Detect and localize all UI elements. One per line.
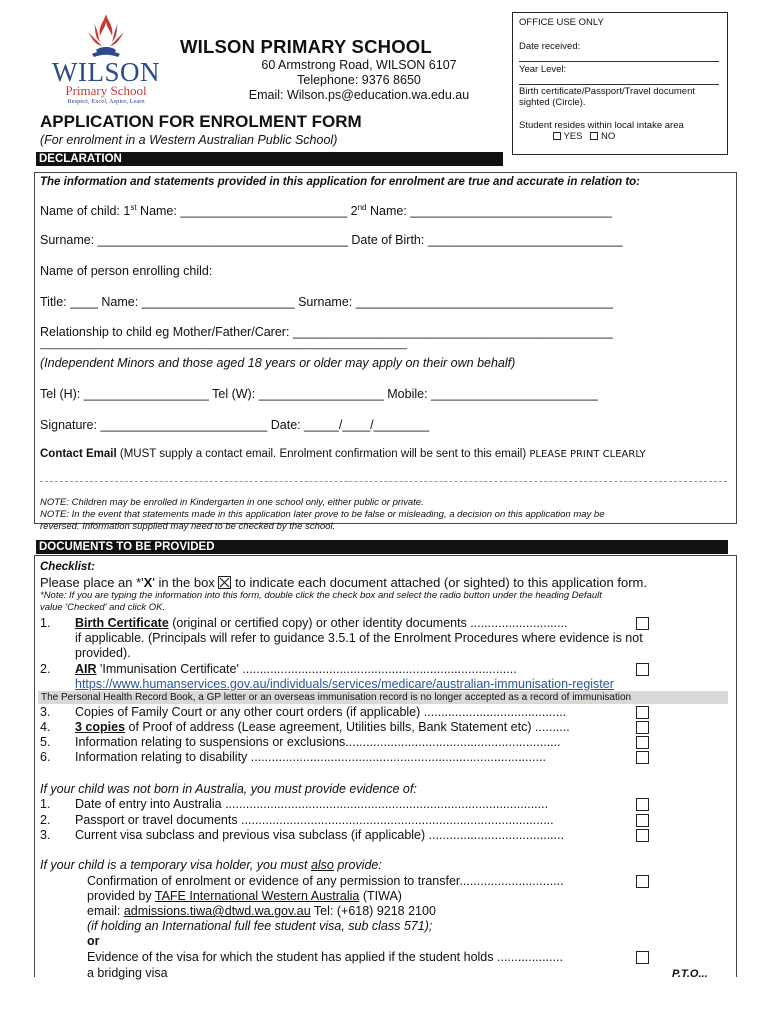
proof-of-address-checkbox[interactable] (636, 721, 649, 734)
court-orders-checkbox[interactable] (636, 706, 649, 719)
item5-number: 5. (40, 735, 51, 749)
office-birth-cert: Birth certificate/Passport/Travel document sighted (Circle). (519, 86, 695, 108)
first-name-field[interactable]: Name: ________________________ 2 (136, 204, 358, 219)
item4-rest: of Proof of address (Lease agreement, Utilities bills, Bank Statement etc) .......... (125, 720, 570, 734)
year-level-line[interactable] (519, 74, 719, 85)
office-year-level: Year Level: (519, 64, 567, 75)
item1-rest: (original or certified copy) or other identity documents ............................ (168, 616, 568, 630)
temp-full-fee: (if holding an International full fee student visa, sub class 571); (87, 919, 433, 933)
school-name: WILSON PRIMARY SCHOOL (180, 36, 432, 57)
contact-email-label: Contact Email (40, 448, 117, 460)
nb3-number: 3. (40, 828, 51, 842)
item6-number: 6. (40, 750, 51, 764)
independent-note: (Independent Minors and those aged 18 years or older may apply on their own behalf) (40, 356, 516, 370)
typing-note-a: *Note: If you are typing the information into this form, double click the check box and select the radio button under the heading Default (40, 590, 602, 601)
instruction-a: Please place an *' (40, 575, 144, 590)
immunisation-register-link[interactable]: https://www.humanservices.gov.au/individuals/services/medicare/australian-immunisation-register (75, 677, 614, 691)
typing-note-b: value 'Checked' and click OK. (40, 602, 166, 613)
temp-also: also (310, 858, 334, 872)
office-title: OFFICE USE ONLY (519, 17, 604, 28)
tiwa-email-link[interactable]: admissions.tiwa@dtwd.wa.gov.au (123, 904, 311, 918)
item2-text (75, 662, 517, 678)
temp-confirmation: Confirmation of enrolment or evidence of any permission to transfer.............................. (87, 874, 564, 888)
item1-bold: Birth Certificate (75, 616, 169, 630)
disability-checkbox[interactable] (636, 751, 649, 764)
logo-name: WILSON (52, 57, 160, 87)
office-use-box (512, 12, 728, 155)
date-received-line[interactable] (519, 51, 719, 62)
instruction-c: to indicate each document attached (or sighted) to this application form. (235, 575, 647, 590)
nb1-text: Date of entry into Australia ............................................................................................. (75, 797, 549, 811)
item1-line2: if applicable. (Principals will refer to guidance 3.5.1 of the Enrolment Procedures where evidence is not (75, 631, 643, 645)
temp-a: If your child is a temporary visa holder, you must (40, 858, 311, 872)
tiwa-link[interactable]: TAFE International Western Australia (154, 889, 360, 903)
enroller-name-row[interactable]: Title: ____ Name: ______________________ Surname: _____________________________________ (40, 295, 613, 309)
office-resides-options (553, 131, 615, 142)
school-logo (52, 10, 160, 108)
contact-email-row (40, 448, 646, 460)
yes-label: YES (563, 131, 583, 142)
contact-email-text: (MUST supply a contact email. Enrolment confirmation will be sent to this email) (116, 448, 527, 460)
item3-text: Copies of Family Court or any other court orders (if applicable) ......................................... (75, 705, 567, 719)
visa-subclass-checkbox[interactable] (636, 829, 649, 842)
person-enrolling-label: Name of person enrolling child: (40, 264, 213, 278)
school-email: Email: Wilson.ps@education.wa.edu.au (248, 88, 470, 102)
instruction-b: ' in the box (152, 575, 215, 590)
office-resides: Student resides within local intake area (519, 120, 684, 131)
temp-provided-by (87, 889, 402, 905)
nb2-number: 2. (40, 813, 51, 827)
temp3-b: Tel: (+618) 9218 2100 (310, 904, 436, 918)
surname-dob-row[interactable]: Surname: ____________________________________ Date of Birth: ____________________________ (40, 233, 623, 247)
temp2-a: provided by (87, 889, 155, 903)
no-label: NO (601, 131, 616, 142)
date-of-entry-checkbox[interactable] (636, 798, 649, 811)
item1-line3: provided). (75, 646, 131, 660)
signature-date-row[interactable]: Signature: ________________________ Date: _____/____/________ (40, 418, 430, 432)
instruction-x: X (143, 575, 153, 590)
second-name-field[interactable]: Name: _____________________________ (366, 204, 612, 219)
school-address: 60 Armstrong Road, WILSON 6107 (261, 58, 457, 72)
extra-blank-line[interactable]: ____________________________________________________________ (40, 338, 408, 350)
item2-bold: AIR (75, 662, 97, 676)
flame-emblem-icon (76, 10, 136, 60)
temp-bridging: a bridging visa (87, 966, 168, 980)
declaration-intro: The information and statements provided in this application for enrolment are true and accurate in relation to: (40, 176, 641, 188)
school-telephone: Telephone: 9376 8650 (297, 73, 421, 87)
no-checkbox[interactable] (590, 132, 598, 140)
temp-visa-heading (40, 858, 382, 874)
child-name-label: Name of child: 1 (40, 204, 131, 219)
item6-text: Information relating to disability ..................................................................................... (75, 750, 546, 764)
item5-text: Information relating to suspensions or exclusions.............................................................. (75, 735, 561, 749)
suspensions-checkbox[interactable] (636, 736, 649, 749)
item2-number: 2. (40, 662, 51, 676)
item3-number: 3. (40, 705, 51, 719)
item1-text (75, 616, 568, 632)
item1-number: 1. (40, 616, 51, 630)
air-certificate-checkbox[interactable] (636, 663, 649, 676)
not-born-heading: If your child was not born in Australia, you must provide evidence of: (40, 782, 417, 796)
logo-motto: Respect, Excel, Aspire, Learn (67, 98, 145, 105)
telephone-row[interactable]: Tel (H): __________________ Tel (W): __________________ Mobile: ________________________ (40, 387, 598, 401)
item2-rest: 'Immunisation Certificate' ............................................................................... (96, 662, 517, 676)
item4-bold: 3 copies (75, 720, 126, 734)
passport-checkbox[interactable] (636, 814, 649, 827)
logo-subtitle: Primary School (65, 83, 147, 98)
item4-number: 4. (40, 720, 51, 734)
declaration-heading: DECLARATION (36, 152, 503, 166)
documents-heading: DOCUMENTS TO BE PROVIDED (36, 540, 728, 554)
temp-b: provide: (333, 858, 382, 872)
note-reversed: reversed. Information supplied may need to be checked by the school. (40, 521, 336, 532)
pto: P.T.O... (672, 968, 708, 980)
note-kindergarten: NOTE: Children may be enrolled in Kindergarten in one school only, either public or private. (40, 497, 424, 508)
temp-email (87, 904, 436, 920)
nd-sup: nd (357, 203, 367, 212)
form-title: APPLICATION FOR ENROLMENT FORM (40, 112, 362, 131)
item4-text (75, 720, 570, 736)
temp3-a: email: (87, 904, 124, 918)
birth-certificate-checkbox[interactable] (636, 617, 649, 630)
temp-or: or (87, 934, 100, 948)
please-print-text: PLEASE PRINT CLEARLY (526, 449, 646, 460)
temp2-b: (TIWA) (359, 889, 402, 903)
child-name-row[interactable] (40, 203, 612, 218)
st-sup: st (130, 203, 137, 212)
office-date-received: Date received: (519, 41, 581, 52)
checklist-label: Checklist: (40, 561, 95, 573)
bridging-visa-checkbox[interactable] (636, 951, 649, 964)
yes-checkbox[interactable] (553, 132, 561, 140)
immunisation-note: The Personal Health Record Book, a GP letter or an overseas immunisation record is no longer accepted as a record of immunisation (38, 691, 728, 704)
temp-evidence: Evidence of the visa for which the student has applied if the student holds ................... (87, 950, 563, 964)
note-false-statements: NOTE: In the event that statements made in this application later prove to be false or misleading, a decision on this application may be (40, 509, 605, 520)
nb3-text: Current visa subclass and previous visa subclass (if applicable) ....................................... (75, 828, 565, 842)
confirmation-checkbox[interactable] (636, 875, 649, 888)
nb1-number: 1. (40, 797, 51, 811)
relationship-row[interactable]: Relationship to child eg Mother/Father/Carer: ______________________________________________ (40, 325, 613, 339)
nb2-text: Passport or travel documents .......................................................................................... (75, 813, 554, 827)
contact-email-line[interactable] (40, 481, 727, 482)
form-subtitle: (For enrolment in a Western Australian Public School) (40, 133, 338, 147)
